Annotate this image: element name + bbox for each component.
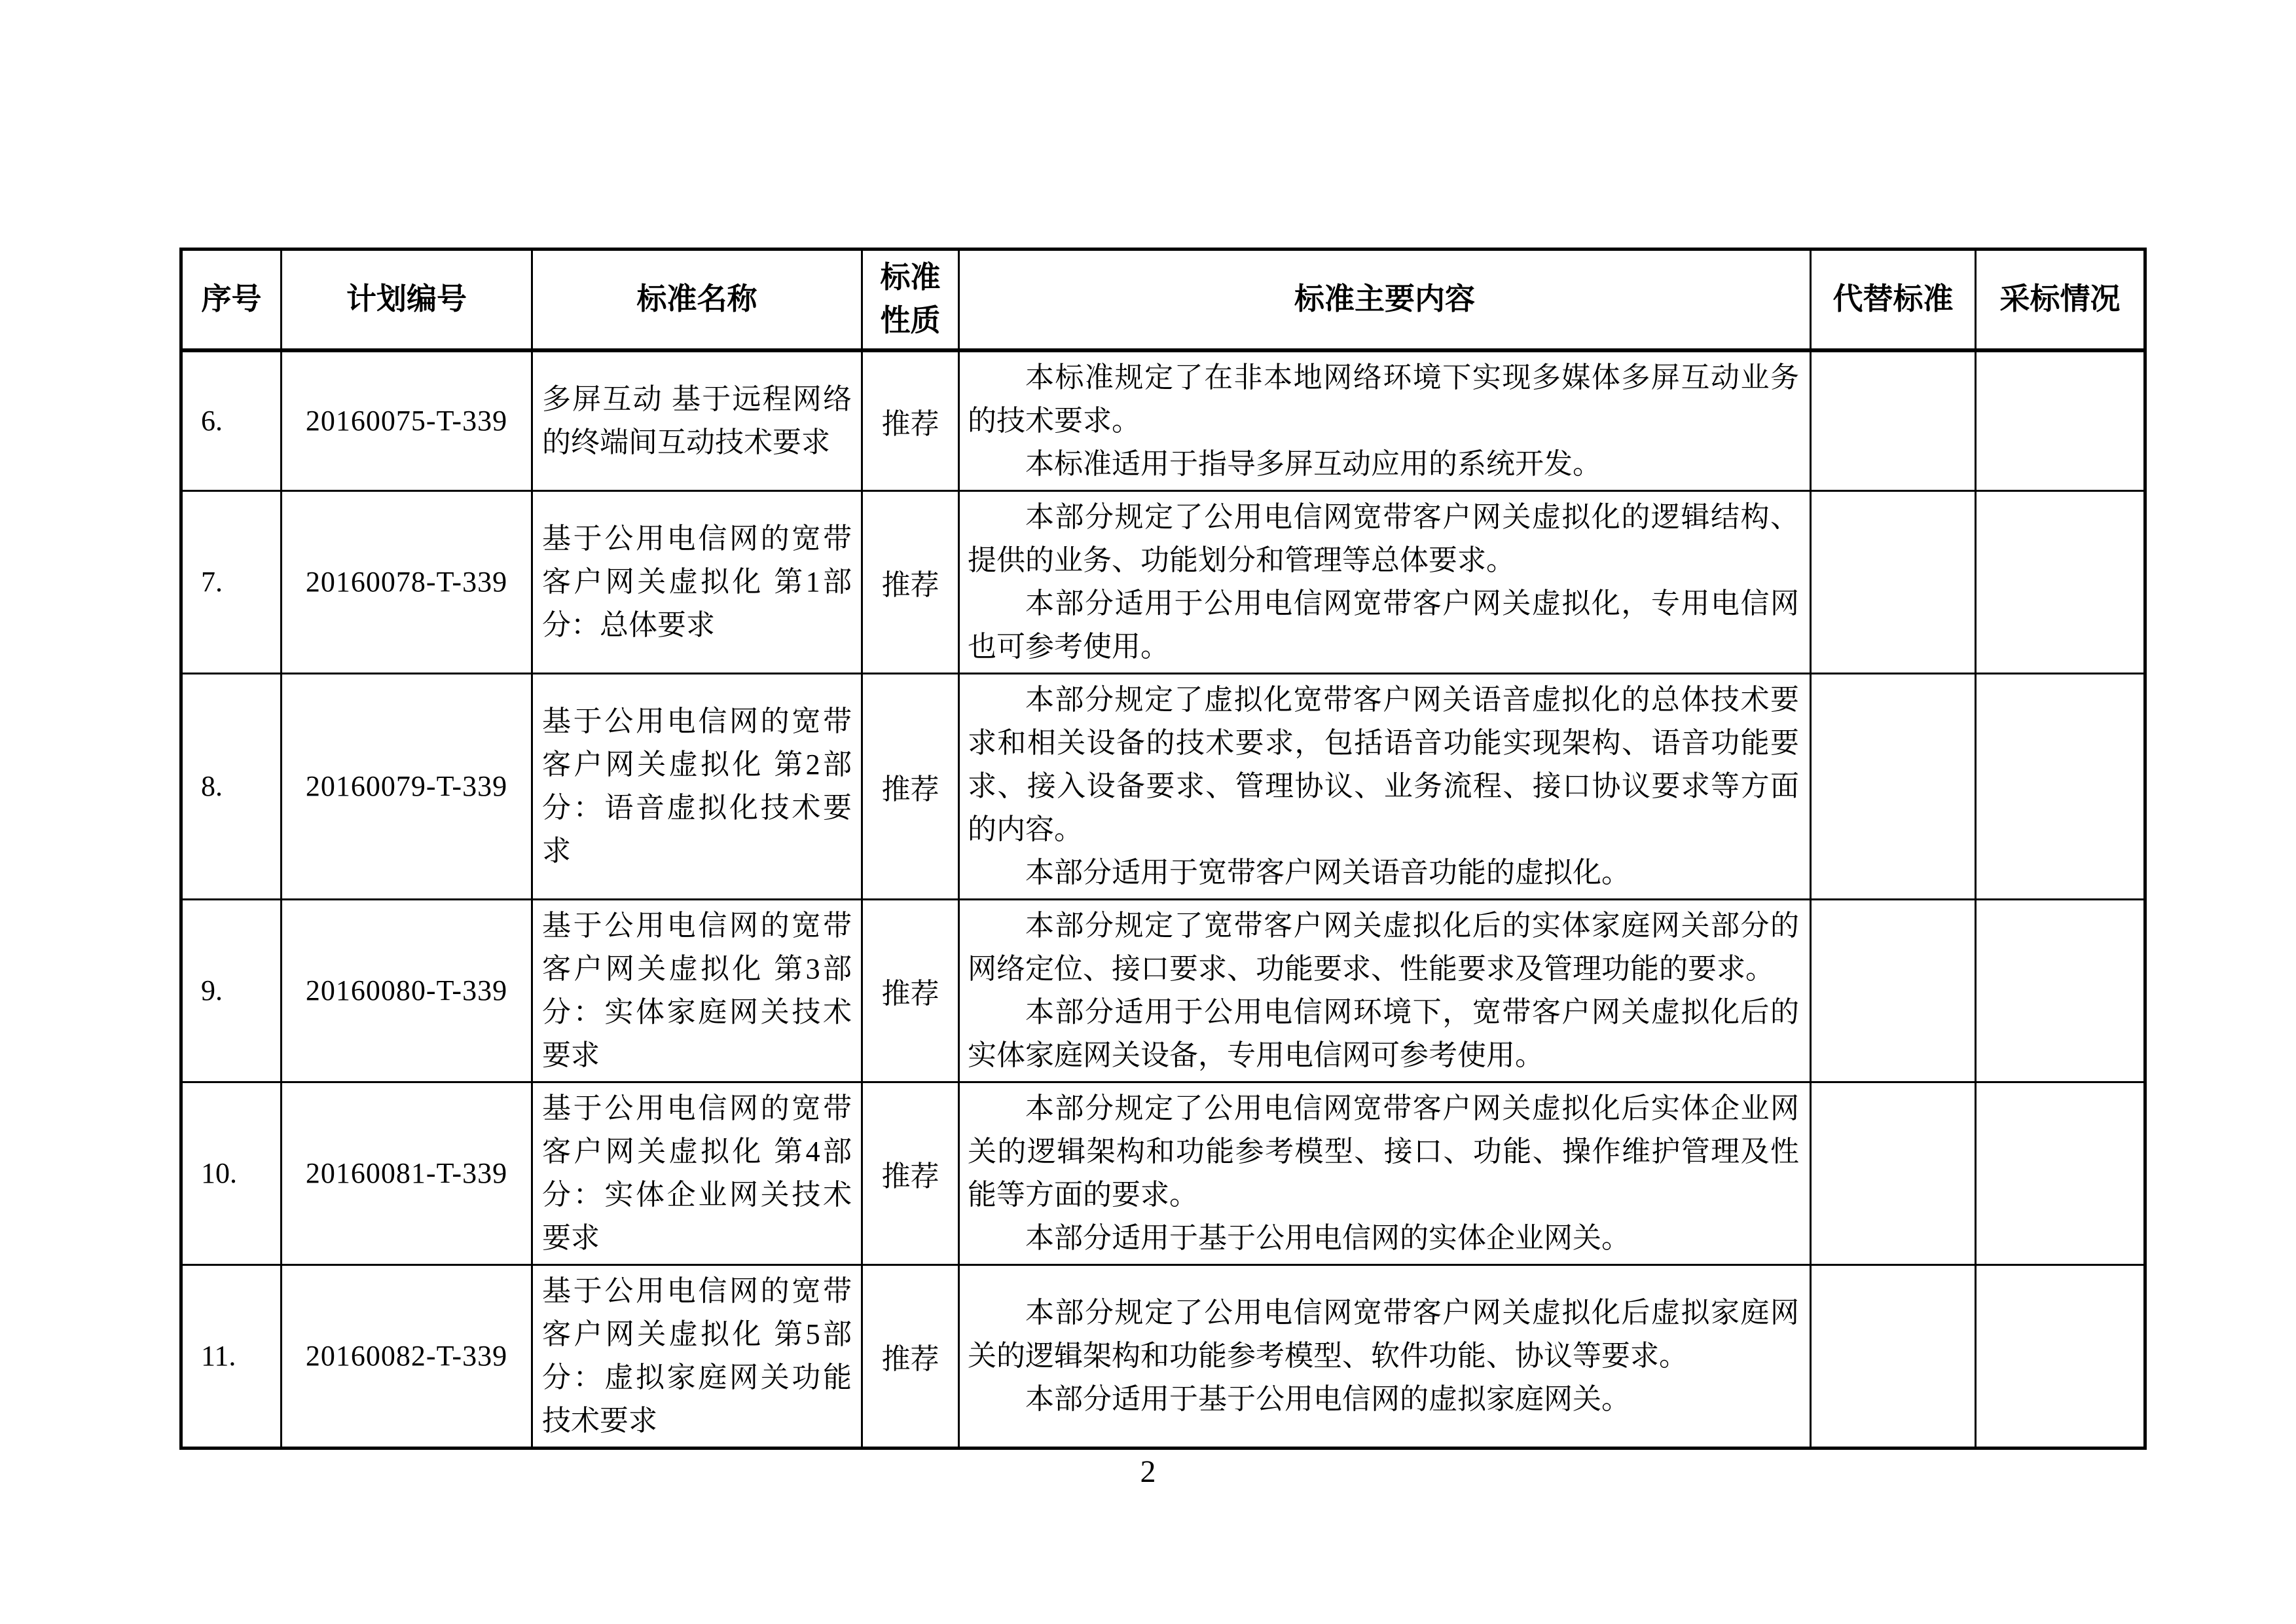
cell-adoption-status [1976, 350, 2145, 491]
table-row [181, 490, 2145, 673]
cell-standard-nature: 推荐 [862, 350, 959, 491]
cell-standard-nature: 推荐 [862, 899, 959, 1082]
content-paragraph: 本部分适用于基于公用电信网的实体企业网关。 [1025, 1221, 1630, 1254]
cell-standard-content [959, 1082, 1811, 1264]
cell-adoption-status [1976, 1082, 2145, 1264]
cell-plan-number: 20160075-T-339 [282, 350, 532, 491]
table-row [181, 899, 2145, 1082]
cell-standard-nature: 推荐 [862, 490, 959, 673]
cell-standard-content [959, 673, 1811, 899]
cell-standard-content [959, 1264, 1811, 1448]
header-plan-number: 计划编号 [282, 249, 532, 350]
cell-plan-number: 20160082-T-339 [282, 1264, 532, 1448]
cell-serial-number: 9. [181, 899, 282, 1082]
content-paragraph: 本部分规定了公用电信网宽带客户网关虚拟化后实体企业网关的逻辑架构和功能参考模型、接口、功能、操作维护管理及性能等方面的要求。 [968, 1092, 1799, 1211]
table-row [181, 350, 2145, 491]
content-paragraph: 本部分规定了公用电信网宽带客户网关虚拟化后虚拟家庭网关的逻辑架构和功能参考模型、软件功能、协议等要求。 [968, 1296, 1799, 1372]
cell-plan-number: 20160081-T-339 [282, 1082, 532, 1264]
cell-serial-number: 8. [181, 673, 282, 899]
cell-standard-name: 基于公用电信网的宽带客户网关虚拟化 第2部分：语音虚拟化技术要求 [532, 673, 862, 899]
content-paragraph: 本标准规定了在非本地网络环境下实现多媒体多屏互动业务的技术要求。 [968, 361, 1799, 437]
cell-replaced-standard [1811, 1082, 1976, 1264]
cell-serial-number: 11. [181, 1264, 282, 1448]
content-paragraph: 本部分适用于公用电信网宽带客户网关虚拟化，专用电信网也可参考使用。 [968, 587, 1799, 663]
cell-standard-name: 多屏互动 基于远程网络的终端间互动技术要求 [532, 350, 862, 491]
cell-replaced-standard [1811, 490, 1976, 673]
standards-table [179, 248, 2147, 1450]
header-replaced-standard: 代替标准 [1811, 249, 1976, 350]
cell-standard-name: 基于公用电信网的宽带客户网关虚拟化 第4部分：实体企业网关技术要求 [532, 1082, 862, 1264]
cell-standard-name: 基于公用电信网的宽带客户网关虚拟化 第3部分：实体家庭网关技术要求 [532, 899, 862, 1082]
cell-adoption-status [1976, 673, 2145, 899]
cell-plan-number: 20160079-T-339 [282, 673, 532, 899]
cell-plan-number: 20160078-T-339 [282, 490, 532, 673]
cell-serial-number: 10. [181, 1082, 282, 1264]
cell-standard-content [959, 490, 1811, 673]
cell-replaced-standard [1811, 350, 1976, 491]
table-header-row [181, 249, 2145, 350]
page-number: 2 [1140, 1454, 1156, 1489]
header-standard-name: 标准名称 [532, 249, 862, 350]
table-row [181, 1082, 2145, 1264]
header-standard-nature: 标准性质 [862, 249, 959, 350]
cell-standard-content [959, 350, 1811, 491]
content-paragraph: 本部分适用于公用电信网环境下，宽带客户网关虚拟化后的实体家庭网关设备，专用电信网可参考使用。 [968, 995, 1799, 1071]
table-row [181, 673, 2145, 899]
cell-adoption-status [1976, 1264, 2145, 1448]
header-serial-number: 序号 [181, 249, 282, 350]
cell-standard-name: 基于公用电信网的宽带客户网关虚拟化 第5部分：虚拟家庭网关功能技术要求 [532, 1264, 862, 1448]
cell-adoption-status [1976, 490, 2145, 673]
cell-standard-nature: 推荐 [862, 673, 959, 899]
content-paragraph: 本标准适用于指导多屏互动应用的系统开发。 [1025, 447, 1601, 480]
header-adoption-status: 采标情况 [1976, 249, 2145, 350]
content-paragraph: 本部分规定了虚拟化宽带客户网关语音虚拟化的总体技术要求和相关设备的技术要求，包括语音功能实现架构、语音功能要求、接入设备要求、管理协议、业务流程、接口协议要求等方面的内容。 [968, 683, 1799, 845]
content-paragraph: 本部分适用于宽带客户网关语音功能的虚拟化。 [1025, 856, 1630, 889]
table-row [181, 1264, 2145, 1448]
header-standard-content: 标准主要内容 [959, 249, 1811, 350]
cell-replaced-standard [1811, 673, 1976, 899]
cell-serial-number: 7. [181, 490, 282, 673]
cell-serial-number: 6. [181, 350, 282, 491]
content-paragraph: 本部分规定了公用电信网宽带客户网关虚拟化的逻辑结构、提供的业务、功能划分和管理等总体要求。 [968, 500, 1799, 576]
cell-standard-nature: 推荐 [862, 1082, 959, 1264]
cell-standard-name: 基于公用电信网的宽带客户网关虚拟化 第1部分：总体要求 [532, 490, 862, 673]
cell-adoption-status [1976, 899, 2145, 1082]
cell-replaced-standard [1811, 899, 1976, 1082]
cell-standard-nature: 推荐 [862, 1264, 959, 1448]
cell-replaced-standard [1811, 1264, 1976, 1448]
cell-plan-number: 20160080-T-339 [282, 899, 532, 1082]
content-paragraph: 本部分适用于基于公用电信网的虚拟家庭网关。 [1025, 1382, 1630, 1415]
cell-standard-content [959, 899, 1811, 1082]
content-paragraph: 本部分规定了宽带客户网关虚拟化后的实体家庭网关部分的网络定位、接口要求、功能要求、性能要求及管理功能的要求。 [968, 909, 1799, 985]
